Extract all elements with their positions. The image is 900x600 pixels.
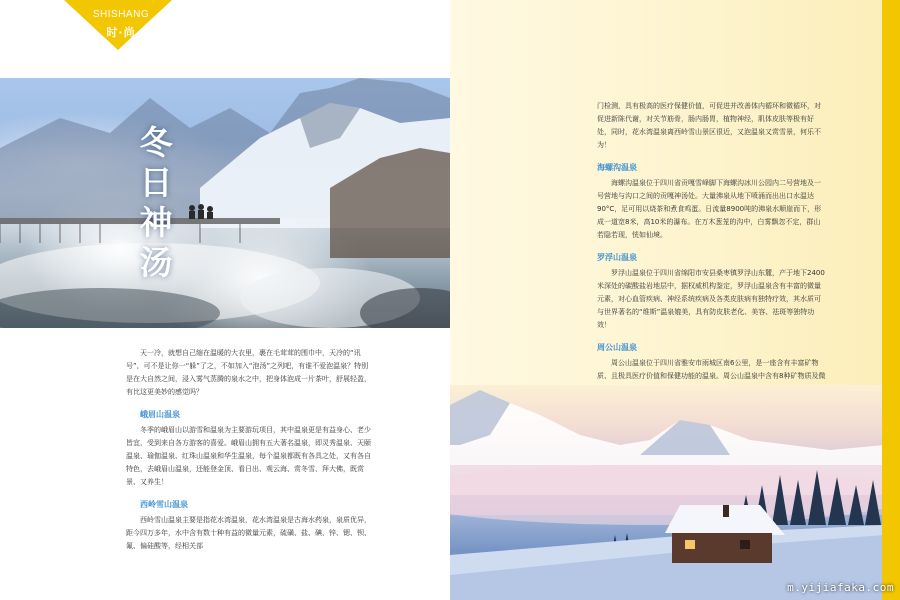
section-heading: 周公山温泉: [597, 343, 637, 352]
snow-valley-photo: [450, 385, 885, 600]
cabin: [665, 505, 785, 563]
section-body: 周公山温泉位于四川省雅安市雨城区南6公里，是一座含有丰富矿物质、且极具医疗价值和保健功能的温泉。周公山温泉中含有8种矿物质及微: [597, 359, 826, 380]
article-title: 冬日神汤: [139, 123, 173, 282]
section-body: 西岭雪山温泉主要是指花水湾温泉，花水湾温泉是古海水药泉，泉质优异，距今四万多年，水中含有数十种有益的微量元素，硫磺、盐、碘、锌、锶、钡、氟、偏硅酸等，经相关部: [126, 516, 371, 550]
left-text-column: [126, 347, 371, 553]
section-body: 海螺沟温泉位于四川省贡嘎雪峰脚下海螺沟冰川公园内二号营地及一号营地与沟口之间的贡嘎神汤处。大量沸泉从地下喷涌而出出口水温达90°C，足可用以烧茶和煮食鸡蛋。日流量8900吨的沸泉水顺崖而下，形成一道宽8米，高10米的瀑布。在万木葱茏的沟中，白雾飘忽不定，群山若隐若现，恍如仙境。: [597, 179, 822, 239]
section-body: 罗浮山温泉位于四川省绵阳市安县桑枣镇罗浮山东麓，产于地下2400米深处的碳酸盐岩地层中，据权威机构鉴定，罗浮山温泉含有丰富的微量元素，对心血管疾病、神经系统疾病及各类皮肤病有独特疗效，其水质可与世界著名的“维斯”温泉媲美，具有防皮肤老化、美容、祛斑等独特功效！: [597, 269, 825, 329]
section-heading: 罗浮山温泉: [597, 253, 637, 262]
section-heading: 峨眉山温泉: [140, 410, 180, 419]
hot-spring-photo: [0, 78, 450, 328]
section-heading: 海螺沟温泉: [597, 163, 637, 172]
right-page: [450, 0, 900, 600]
section-heading: 西岭雪山温泉: [140, 500, 188, 509]
section-body: 冬季的峨眉山以游雪和温泉为主要游玩项目，其中温泉更是有益身心、老少皆宜，受到来自各方游客的喜爱。峨眉山拥有五大著名温泉，即灵秀温泉、天颐温泉、瑜伽温泉、红珠山温泉和华生温泉，每个温泉都既有各具之处，又有各自特色，去峨眉山温泉，还能登金顶、看日出、观云海、赏冬雪、拜大佛，既赏景、又养生！: [126, 426, 371, 486]
section-badge: [64, 0, 172, 50]
intro-paragraph: 天一冷，就想自己缩在温暖的大衣里，裹在毛茸茸的围巾中，天冷的“讯号”，可不是让你一“躲”了之，不如加入“泡汤”之列吧，有谁不爱泡温泉？特别是在大自然之间，浸入雾气蒸腾的泉水之中，把身体泡成一片茶叶，舒展轻盈，有比这更美妙的感觉吗？: [126, 349, 371, 396]
section-badge-en: SHISHANG: [92, 9, 150, 20]
watermark: m.yijiafaka.com: [787, 581, 894, 594]
yellow-edge-bar: [882, 0, 900, 600]
section-body-continued: 门检测，具有极高的医疗保健价值，可促进并改善体内循环和微循环，对促进新陈代谢，对关节筋骨，肠内肠胃，植物神经，肌体皮肤等极有好处，同时，花水湾温泉离西岭雪山景区很近，又泡温泉又赏雪景，何乐不为！: [597, 102, 821, 149]
right-text-column: [597, 100, 827, 396]
section-badge-cn: 时·尚: [106, 26, 136, 39]
